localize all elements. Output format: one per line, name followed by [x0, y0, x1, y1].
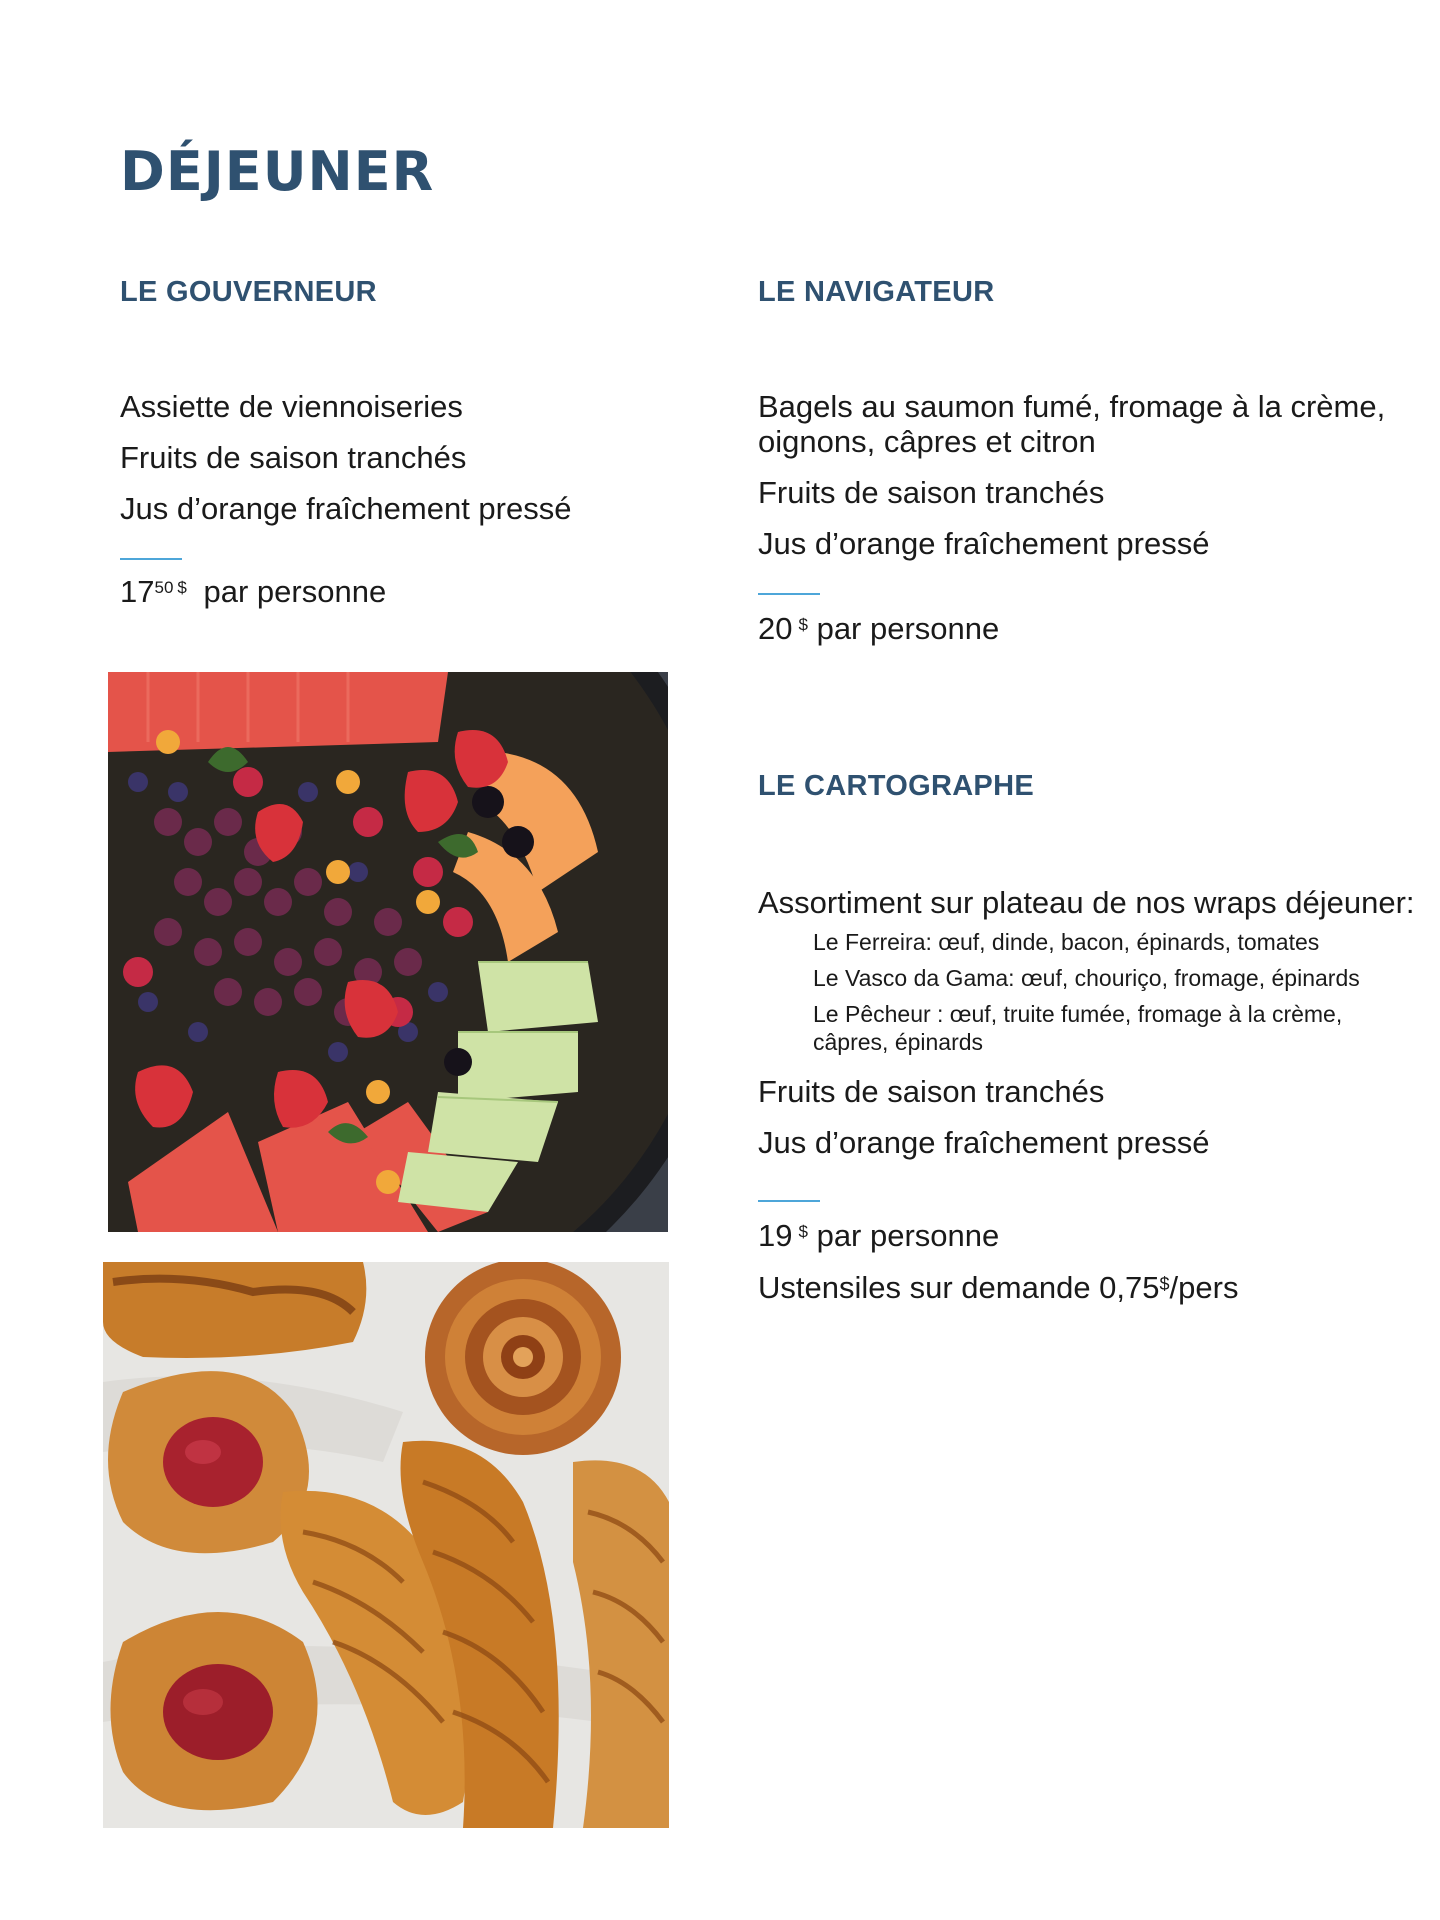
list-item: Fruits de saison tranchés	[758, 1074, 1105, 1109]
price	[120, 572, 680, 612]
section-title: LE GOUVERNEUR	[120, 276, 377, 308]
list-item: Jus d’orange fraîchement pressé	[758, 1125, 1210, 1160]
wrap-item: Le Pêcheur : œuf, truite fumée, fromage à la crème, câpres, épinards	[813, 1001, 1343, 1055]
price-whole: 17	[120, 574, 155, 609]
item-list	[120, 389, 680, 526]
fruit-platter-photo	[108, 672, 668, 1232]
item-list	[758, 389, 1398, 561]
item-list	[758, 885, 1418, 920]
price-per: par personne	[816, 611, 1000, 646]
price	[758, 609, 1398, 649]
section-title: LE NAVIGATEUR	[758, 276, 995, 308]
price-cents: 50	[154, 578, 174, 597]
price-currency: $	[177, 578, 187, 597]
section-cartographe	[758, 770, 1418, 1308]
list-item: Jus d’orange fraîchement pressé	[758, 526, 1210, 561]
list-item: Fruits de saison tranchés	[758, 475, 1105, 510]
price-whole: 20	[758, 611, 793, 646]
wrap-list	[813, 928, 1418, 1056]
note-currency: $	[1159, 1274, 1170, 1294]
price-per: par personne	[203, 574, 387, 609]
section-title: LE CARTOGRAPHE	[758, 770, 1034, 802]
price-whole: 19	[758, 1218, 793, 1253]
pastries-photo	[103, 1262, 669, 1828]
price-currency: $	[798, 1222, 808, 1241]
price-currency: $	[798, 615, 808, 634]
divider-dash	[758, 593, 820, 595]
utensils-note	[758, 1268, 1418, 1308]
list-item: Fruits de saison tranchés	[120, 440, 467, 475]
list-item: Assiette de viennoiseries	[120, 389, 463, 424]
wrap-item: Le Ferreira: œuf, dinde, bacon, épinards, tomates	[813, 929, 1320, 955]
item-list	[758, 1074, 1418, 1160]
note-prefix: Ustensiles sur demande 0,75	[758, 1270, 1160, 1305]
price	[758, 1216, 1418, 1256]
wrap-item: Le Vasco da Gama: œuf, chouriço, fromage, épinards	[813, 965, 1360, 991]
list-item: Assortiment sur plateau de nos wraps déjeuner:	[758, 885, 1415, 920]
price-per: par personne	[816, 1218, 1000, 1253]
section-navigateur	[758, 276, 1398, 649]
section-gouverneur	[120, 276, 680, 612]
divider-dash	[758, 1200, 820, 1202]
page-title: DÉJEUNER	[120, 140, 435, 203]
list-item: Jus d’orange fraîchement pressé	[120, 491, 572, 526]
note-suffix: /pers	[1169, 1270, 1239, 1305]
divider-dash	[120, 558, 182, 560]
list-item: Bagels au saumon fumé, fromage à la crème, oignons, câpres et citron	[758, 389, 1386, 459]
